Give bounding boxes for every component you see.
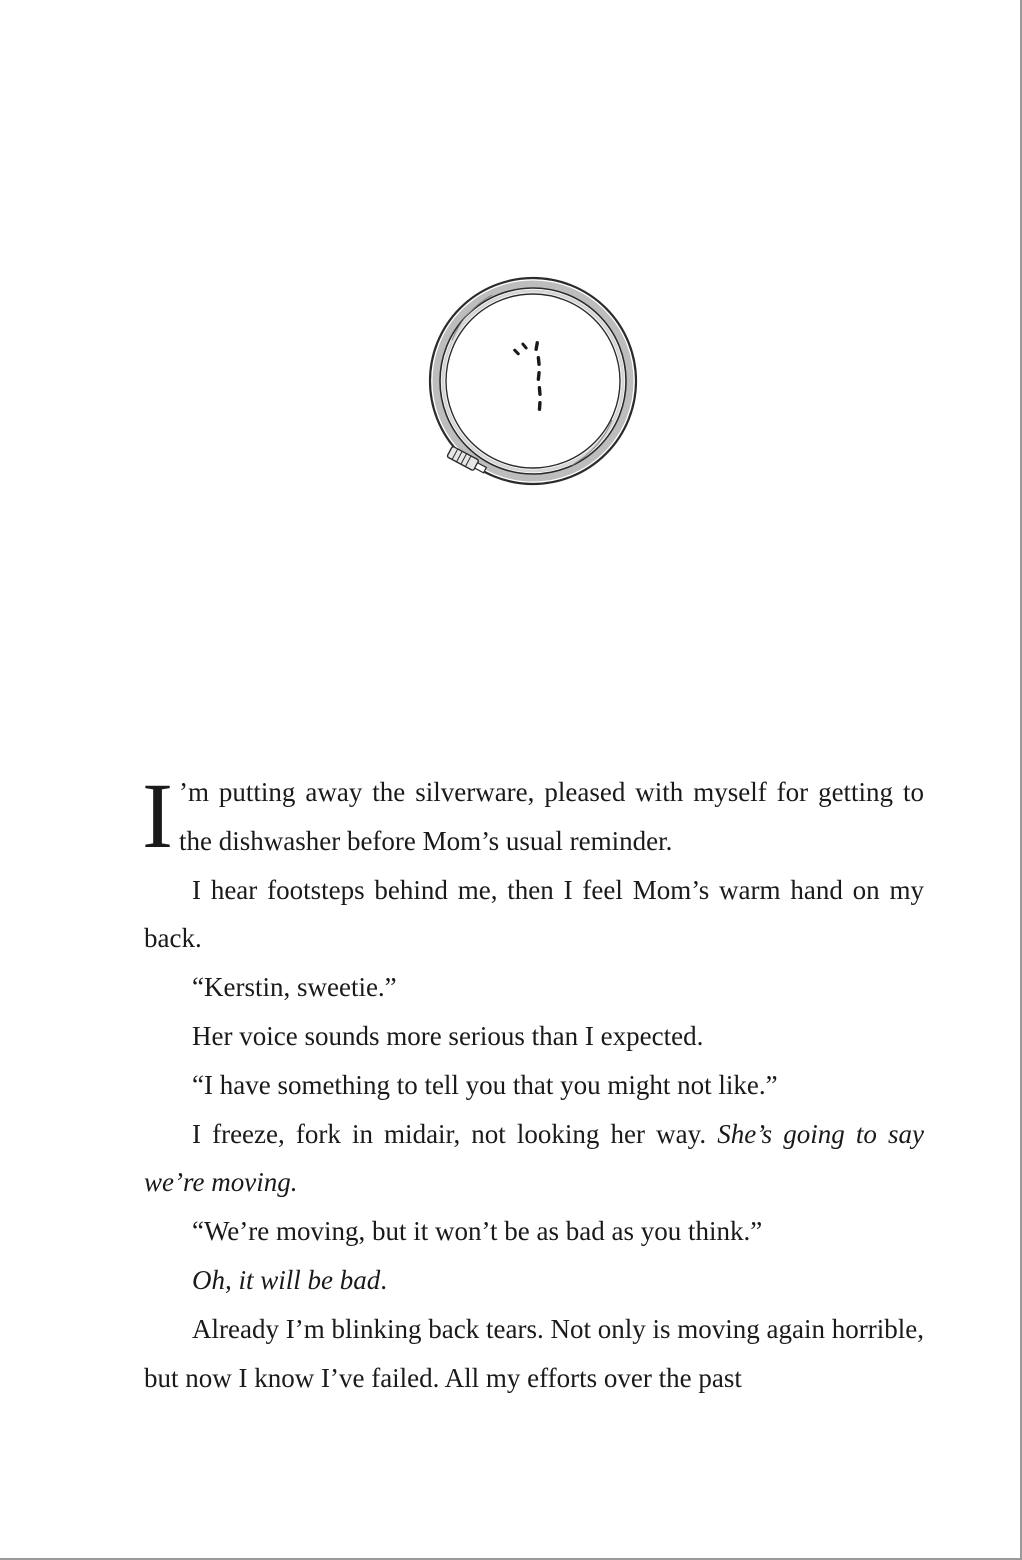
paragraph-1 — [142, 765, 924, 868]
paragraph-3: “Kerstin, sweetie.” — [192, 972, 397, 1003]
paragraph-8-period: . — [380, 1264, 387, 1295]
paragraph-2: I hear footsteps behind me, then I feel Mom’s warm hand on my back. — [144, 874, 924, 954]
chapter-number-stitches — [513, 341, 542, 411]
paragraph-8-italic-thought: Oh, it will be bad — [192, 1264, 381, 1295]
paragraph-9: Already I’m blinking back tears. Not only is moving again horrible, but now I know I’ve failed. All my efforts over the past — [144, 1313, 924, 1393]
paragraph-5: “I have something to tell you that you might not like.” — [192, 1069, 778, 1100]
paragraph-6-text: I freeze, fork in midair, not looking her way. — [192, 1118, 718, 1149]
paragraph-4: Her voice sounds more serious than I expected. — [192, 1020, 704, 1051]
paragraph-7: “We’re moving, but it won’t be as bad as you think.” — [192, 1216, 763, 1247]
chapter-number — [422, 492, 423, 493]
drop-cap: I — [142, 765, 173, 868]
paragraph-1-text: ’m putting away the silverware, pleased with myself for getting to the dishwasher before Mom’s usual reminder. — [178, 777, 924, 856]
chapter-body-text — [142, 765, 924, 1402]
paragraph-6-italic-thought: She’s going to say we’re moving. — [144, 1118, 924, 1198]
embroidery-hoop-icon — [422, 270, 644, 492]
paragraph-8 — [144, 1256, 924, 1305]
chapter-emblem — [422, 270, 644, 492]
paragraph-6 — [144, 1110, 924, 1208]
